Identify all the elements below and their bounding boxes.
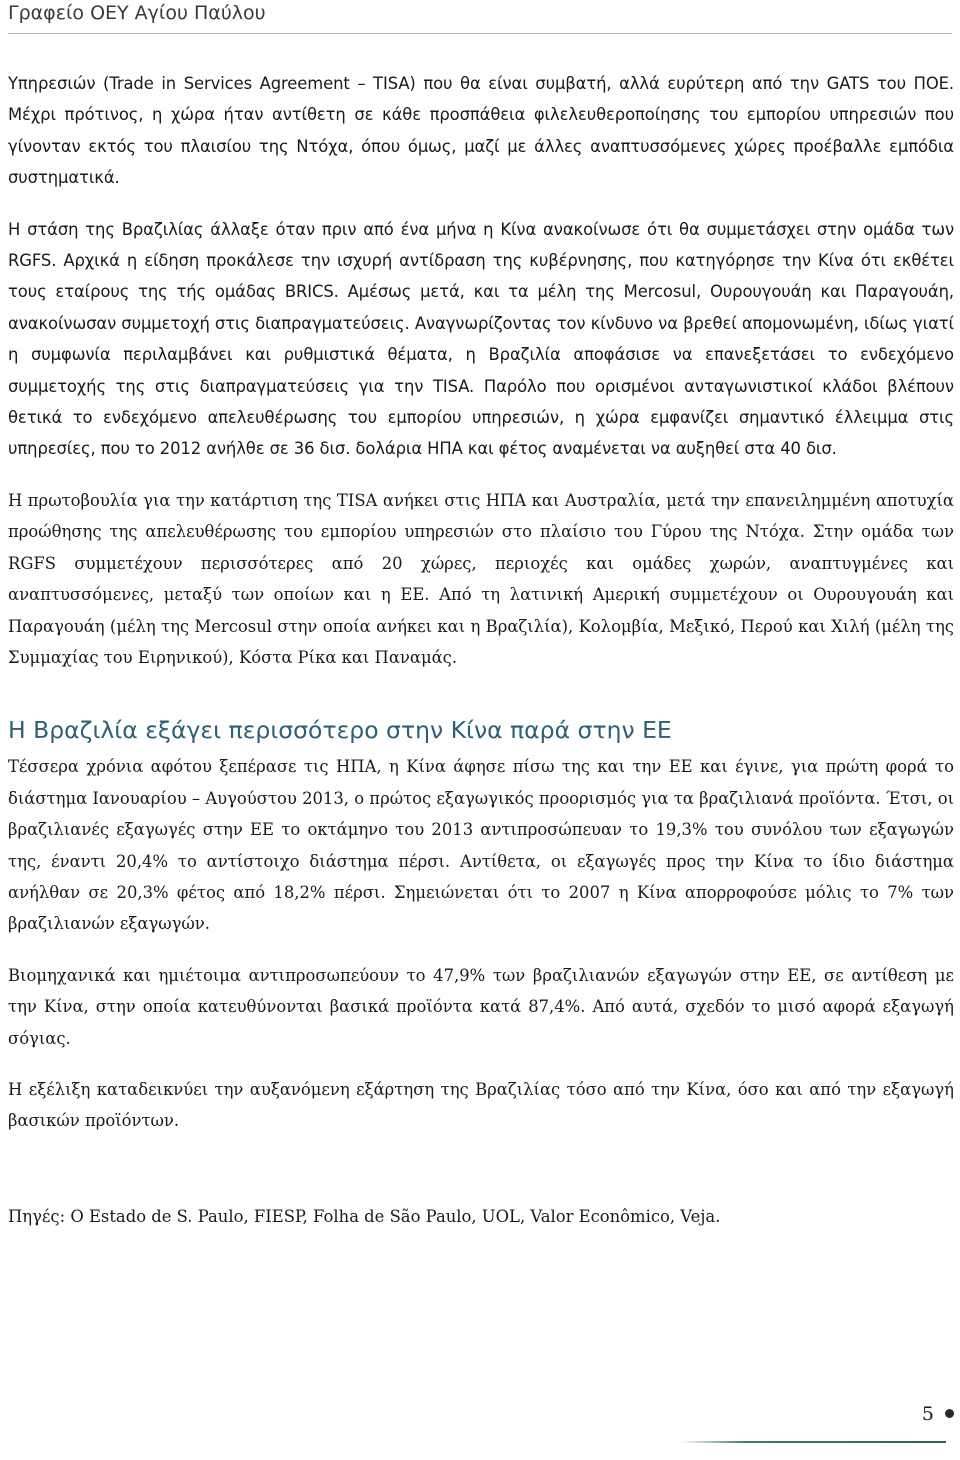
section-spacer (8, 693, 954, 715)
paragraph-brazil-stance: Η στάση της Βραζιλίας άλλαξε όταν πριν από ένα μήνα η Κίνα ανακοίνωσε ότι θα συμμετάσχει στην ομάδα των RGFS. Αρχικά η είδηση προκάλεσε την ισχυρή αντίδραση της κυβέρνησης, που κατηγόρησε την Κίνα ότι εκθέτει τους εταίρους της τής ομάδας BRICS. Αμέσως μετά, και τα μέλη της Mercosul, Ουρουγουάη και Παραγουάη, ανακοίνωσαν συμμετοχή στις διαπραγματεύσεις. Αναγνωρίζοντας τον κίνδυνο να βρεθεί απομονωμένη, ιδίως γιατί η συμφωνία περιλαμβάνει και ρυθμιστικά θέματα, η Βραζιλία αποφάσισε να επανεξετάσει το ενδεχόμενο συμμετοχής της στις διαπραγματεύσεις για την TISA. Παρόλο που ορισμένοι ανταγωνιστικοί κλάδοι βλέπουν θετικά το ενδεχόμενο απελευθέρωσης του εμπορίου υπηρεσιών, η χώρα εμφανίζει σημαντικό έλλειμμα στις υπηρεσίες, που το 2012 ανήλθε σε 36 δισ. δολάρια ΗΠΑ και φέτος αναμένεται να αυξηθεί στα 40 δισ. (8, 219, 954, 459)
sources-line: Πηγές: O Estado de S. Paulo, FIESP, Folha de São Paulo, UOL, Valor Econômico, Veja. (8, 1207, 721, 1226)
paragraph-tisa-initiative: Η πρωτοβουλία για την κατάρτιση της TISA ανήκει στις ΗΠΑ και Αυστραλία, μετά την επανειλημμένη αποτυχία προώθησης της απελευθέρωσης του εμπορίου υπηρεσιών στο πλαίσιο του Γύρου της Ντόχα. Στην ομάδα των RGFS συμμετέχουν περισσότερες από 20 χώρες, περιοχές και ομάδες χωρών, αναπτυγμένες και αναπτυσσόμενες, μεταξύ των οποίων και η ΕΕ. Από τη λατινική Αμερική συμμετέχουν οι Ουρουγουάη και Παραγουάη (μέλη της Mercosul στην οποία ανήκει και η Βραζιλία), Κολομβία, Μεξικό, Περού και Χιλή (μέλη της Συμμαχίας του Ειρηνικού), Κόστα Ρίκα και Παναμάς. (8, 490, 954, 667)
paragraph-industrial-goods: Βιομηχανικά και ημιέτοιμα αντιπροσωπεύουν το 47,9% των βραζιλιανών εξαγωγών στην ΕΕ, σε αντίθεση με την Κίνα, στην οποία κατευθύνονται βασικά προϊόντα κατά 87,4%. Από αυτά, σχεδόν το μισό αφορά εξαγωγή σόγιας. (8, 965, 954, 1048)
paragraph-tisa-intro: Υπηρεσιών (Trade in Services Agreement – TISA) που θα είναι συμβατή, αλλά ευρύτερη από την GATS του ΠΟΕ. Μέχρι πρότινος, η χώρα ήταν αντίθετη σε κάθε προσπάθεια φιλελευθεροποίησης του εμπορίου υπηρεσιών που γίνονταν εκτός του πλαισίου της Ντόχα, όπου όμως, μαζί με άλλες αναπτυσσόμενες χώρες προέβαλλε εμπόδια συστηματικά. (8, 74, 954, 188)
header-title: Γραφείο ΟΕΥ Αγίου Παύλου (8, 2, 266, 24)
paragraph-china-exports: Τέσσερα χρόνια αφότου ξεπέρασε τις ΗΠΑ, η Κίνα άφησε πίσω της και την ΕΕ και έγινε, για πρώτη φορά το διάστημα Ιανουαρίου – Αυγούστου 2013, ο πρώτος εξαγωγικός προορισμός για τα βραζιλιανά προϊόντα. Έτσι, οι βραζιλιανές εξαγωγές στην ΕΕ το οκτάμηνο του 2013 αντιπροσώπευαν το 19,3% του συνόλου των εξαγωγών της, έναντι 20,4% το αντίστοιχο διάστημα πέρσι. Αντίθετα, οι εξαγωγές προς την Κίνα το ίδιο διάστημα ανήλθαν σε 20,3% φέτος από 18,2% πέρσι. Σημειώνεται ότι το 2007 η Κίνα απορροφούσε μόλις το 7% των βραζιλιανών εξαγωγών. (8, 757, 954, 934)
footer-rule (680, 1441, 946, 1443)
section-heading: Η Βραζιλία εξάγει περισσότερο στην Κίνα παρά στην ΕΕ (8, 716, 672, 745)
document-body (8, 68, 954, 1157)
page-dot-icon (945, 1409, 954, 1418)
page-header (8, 2, 952, 34)
page-number: 5 (921, 1403, 934, 1425)
paragraph-dependence: Η εξέλιξη καταδεικνύει την αυξανόμενη εξάρτηση της Βραζιλίας τόσο από την Κίνα, όσο και από την εξαγωγή βασικών προϊόντων. (8, 1079, 954, 1131)
